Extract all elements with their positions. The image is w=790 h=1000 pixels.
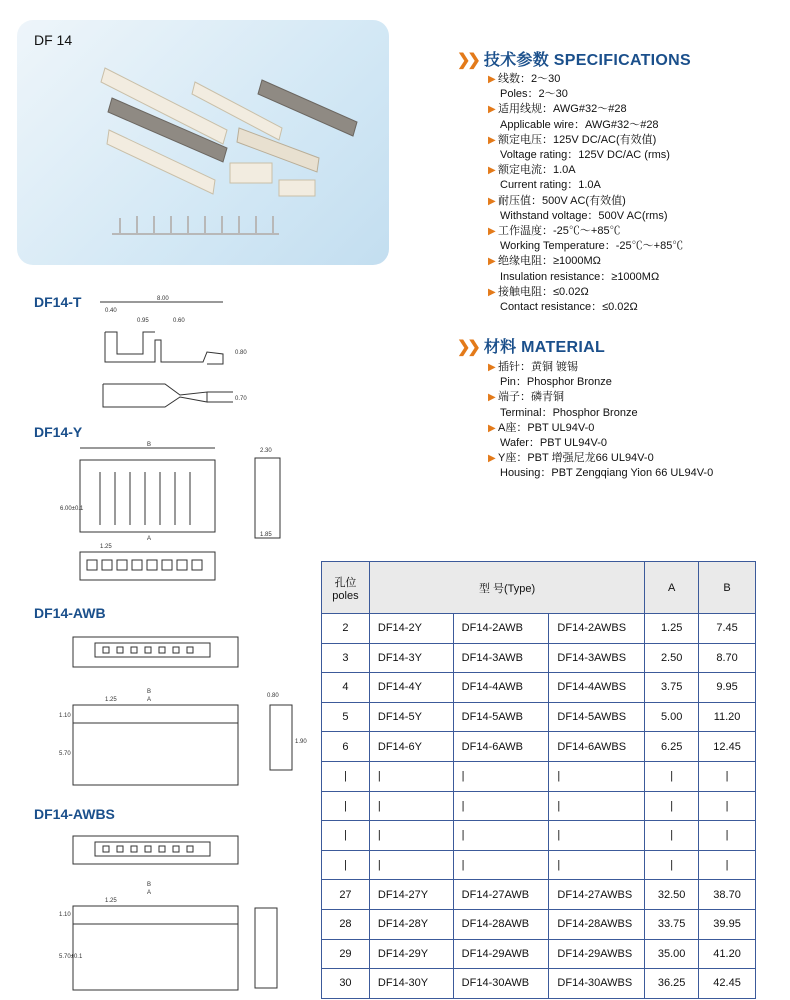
table-row xyxy=(322,732,756,762)
cell-b: | xyxy=(699,761,756,791)
cell-b: 38.70 xyxy=(699,880,756,910)
cell-a: 2.50 xyxy=(645,643,699,673)
cell-awb: | xyxy=(453,821,549,851)
bullet-icon: ▶ xyxy=(488,74,496,85)
dim-text: 1.10 xyxy=(59,713,71,719)
cell-awb: DF14-5AWB xyxy=(453,702,549,732)
df14-awb-label: DF14-AWB xyxy=(34,605,106,621)
spec-item-en: Applicable wire：AWG#32～#28 xyxy=(500,118,659,131)
dim-text: B xyxy=(147,882,152,888)
df14-y-drawing xyxy=(55,440,305,590)
cell-y: DF14-4Y xyxy=(369,673,453,703)
cell-awb: DF14-27AWB xyxy=(453,880,549,910)
material-item: ▶ 插针：黄铜 镀锡 xyxy=(488,360,788,375)
bullet-icon: ▶ xyxy=(488,453,496,465)
table-row xyxy=(322,880,756,910)
cell-awbs: DF14-6AWBS xyxy=(549,732,645,762)
spec-item: ▶ 耐压值：500V AC(有效值) xyxy=(488,194,788,209)
material-item-en: Terminal：Phosphor Bronze xyxy=(500,406,638,419)
df14-y-outline xyxy=(80,448,280,580)
material-item: ▶ Y座：PBT 增强尼龙66 UL94V-0 xyxy=(488,451,788,466)
material-item-en: Housing：PBT Zengqiang Yion 66 UL94V-0 xyxy=(500,467,714,480)
table-row xyxy=(322,673,756,703)
cell-poles: 28 xyxy=(322,909,370,939)
dim-text: A xyxy=(147,536,152,542)
cell-y: DF14-6Y xyxy=(369,732,453,762)
bullet-icon: ▶ xyxy=(488,286,496,298)
connector-housing-small xyxy=(230,163,315,196)
cell-poles: | xyxy=(322,761,370,791)
cell-awb: DF14-30AWB xyxy=(453,969,549,999)
df14-t-outline xyxy=(100,302,233,407)
cell-y: DF14-29Y xyxy=(369,939,453,969)
cell-a: | xyxy=(645,761,699,791)
bullet-icon: ▶ xyxy=(488,104,496,116)
cell-y: DF14-3Y xyxy=(369,643,453,673)
cell-a: 36.25 xyxy=(645,969,699,999)
bullet-icon: ▶ xyxy=(488,362,496,373)
cell-awb: | xyxy=(453,761,549,791)
dim-text: 5.70±0.1 xyxy=(59,954,83,960)
table-body xyxy=(322,614,756,999)
table-row xyxy=(322,643,756,673)
material-list xyxy=(488,360,788,482)
cell-awbs: DF14-30AWBS xyxy=(549,969,645,999)
cell-awb: | xyxy=(453,850,549,880)
cell-y: DF14-27Y xyxy=(369,880,453,910)
cell-awbs: | xyxy=(549,761,645,791)
cell-y: | xyxy=(369,791,453,821)
cell-b: | xyxy=(699,850,756,880)
header-a: A xyxy=(645,562,699,614)
cell-poles: 5 xyxy=(322,702,370,732)
cell-b: 12.45 xyxy=(699,732,756,762)
dim-text: 1.25 xyxy=(105,898,117,904)
dim-text: A xyxy=(147,697,152,703)
table-row xyxy=(322,791,756,821)
bullet-icon: ▶ xyxy=(488,256,496,268)
spec-item-en: Withstand voltage：500V AC(rms) xyxy=(500,209,668,222)
cell-b: 39.95 xyxy=(699,909,756,939)
bullet-icon: ▶ xyxy=(488,392,496,404)
cell-a: 1.25 xyxy=(645,614,699,644)
dim-text: 6.00±0.1 xyxy=(60,506,84,512)
dim-text: 2.30 xyxy=(260,448,272,454)
cell-awb: DF14-4AWB xyxy=(453,673,549,703)
cell-a: | xyxy=(645,850,699,880)
cell-poles: 2 xyxy=(322,614,370,644)
spec-item-en: Voltage rating：125V DC/AC (rms) xyxy=(500,149,670,162)
cell-awb: DF14-3AWB xyxy=(453,643,549,673)
cell-b: 9.95 xyxy=(699,673,756,703)
photo-title: DF 14 xyxy=(34,32,73,48)
cell-y: | xyxy=(369,761,453,791)
cell-b: 8.70 xyxy=(699,643,756,673)
bullet-icon: ▶ xyxy=(488,165,496,177)
table-row xyxy=(322,909,756,939)
df14-awbs-label: DF14-AWBS xyxy=(34,806,115,822)
cell-b: | xyxy=(699,821,756,851)
material-item: ▶ A座：PBT UL94V-0 xyxy=(488,421,788,436)
cell-a: 5.00 xyxy=(645,702,699,732)
cell-poles: | xyxy=(322,791,370,821)
cell-poles: 3 xyxy=(322,643,370,673)
spec-item: ▶ 额定电流：1.0A xyxy=(488,163,788,178)
dim-text: 1.10 xyxy=(59,912,71,918)
dim-text: 1.85 xyxy=(260,532,272,538)
cell-a: 32.50 xyxy=(645,880,699,910)
cell-b: 7.45 xyxy=(699,614,756,644)
model-table xyxy=(321,561,756,999)
table-row xyxy=(322,761,756,791)
dim-text: 5.70 xyxy=(59,751,71,757)
spec-item-en: Poles：2～30 xyxy=(500,88,568,101)
spec-item-en: Working Temperature：-25℃～+85℃ xyxy=(500,240,684,253)
df14-awbs-outline xyxy=(73,836,277,990)
spec-item: ▶ 绝缘电阻：≥1000MΩ xyxy=(488,254,788,269)
cell-y: DF14-5Y xyxy=(369,702,453,732)
df14-awb-drawing xyxy=(55,625,305,790)
df14-awb-outline xyxy=(73,637,292,785)
cell-b: 42.45 xyxy=(699,969,756,999)
bullet-icon: ▶ xyxy=(488,422,496,434)
header-type: 型 号(Type) xyxy=(369,562,644,614)
product-photo-panel xyxy=(17,20,389,265)
cell-a: 33.75 xyxy=(645,909,699,939)
cell-awbs: DF14-2AWBS xyxy=(549,614,645,644)
cell-poles: 4 xyxy=(322,673,370,703)
dim-text: 1.90 xyxy=(295,739,307,745)
dim-text: 0.80 xyxy=(267,693,279,699)
cell-awbs: DF14-28AWBS xyxy=(549,909,645,939)
double-chevron-icon: ❯❯ xyxy=(457,339,478,356)
cell-y: DF14-30Y xyxy=(369,969,453,999)
spec-item-en: Contact resistance：≤0.02Ω xyxy=(500,301,638,314)
cell-a: | xyxy=(645,791,699,821)
bullet-icon: ▶ xyxy=(488,226,496,238)
df14-y-label: DF14-Y xyxy=(34,424,83,440)
cell-poles: 30 xyxy=(322,969,370,999)
cell-y: | xyxy=(369,850,453,880)
dim-text: 1.25 xyxy=(100,544,112,550)
material-item-en: Pin：Phosphor Bronze xyxy=(500,376,612,389)
material-item-en: Wafer：PBT UL94V-0 xyxy=(500,437,607,450)
table-row xyxy=(322,702,756,732)
cell-y: DF14-28Y xyxy=(369,909,453,939)
dim-text: B xyxy=(147,442,152,448)
cell-awbs: DF14-3AWBS xyxy=(549,643,645,673)
cell-awbs: DF14-5AWBS xyxy=(549,702,645,732)
table-header-row xyxy=(322,562,756,614)
dim-text: 0.60 xyxy=(173,318,185,324)
table-row xyxy=(322,939,756,969)
cell-awbs: | xyxy=(549,850,645,880)
dim-text: 0.40 xyxy=(105,308,117,314)
table-row xyxy=(322,614,756,644)
cell-awb: DF14-2AWB xyxy=(453,614,549,644)
cell-poles: 29 xyxy=(322,939,370,969)
spec-item: ▶ 适用线规：AWG#32～#28 xyxy=(488,102,788,117)
connector-photo-illustration xyxy=(17,20,389,265)
cell-a: | xyxy=(645,821,699,851)
cell-awbs: | xyxy=(549,821,645,851)
cell-awb: DF14-28AWB xyxy=(453,909,549,939)
cell-y: DF14-2Y xyxy=(369,614,453,644)
cell-a: 6.25 xyxy=(645,732,699,762)
table-row xyxy=(322,850,756,880)
terminal-strip xyxy=(112,216,279,234)
cell-b: | xyxy=(699,791,756,821)
header-poles: 孔位 poles xyxy=(322,562,370,614)
double-chevron-icon: ❯❯ xyxy=(457,52,478,69)
df14-awbs-drawing xyxy=(55,828,305,996)
specifications-list xyxy=(488,72,788,315)
dim-text: 0.80 xyxy=(235,350,247,356)
header-b: B xyxy=(699,562,756,614)
cell-awbs: DF14-4AWBS xyxy=(549,673,645,703)
df14-t-label: DF14-T xyxy=(34,294,82,310)
cell-poles: 27 xyxy=(322,880,370,910)
cell-a: 3.75 xyxy=(645,673,699,703)
cell-b: 11.20 xyxy=(699,702,756,732)
spec-item: ▶ 线数：2～30 xyxy=(488,72,788,87)
material-item: ▶ 端子：磷青铜 xyxy=(488,390,788,405)
dim-text: A xyxy=(147,890,152,896)
cell-awb: DF14-6AWB xyxy=(453,732,549,762)
dim-text: 0.95 xyxy=(137,318,149,324)
spec-item-en: Insulation resistance：≥1000MΩ xyxy=(500,270,660,283)
cell-awbs: DF14-27AWBS xyxy=(549,880,645,910)
cell-poles: 6 xyxy=(322,732,370,762)
cell-b: 41.20 xyxy=(699,939,756,969)
dim-text: B xyxy=(147,689,152,695)
bullet-icon: ▶ xyxy=(488,195,496,207)
cell-a: 35.00 xyxy=(645,939,699,969)
specifications-heading: ❯❯ 技术参数 SPECIFICATIONS xyxy=(457,52,692,69)
spec-item-en: Current rating：1.0A xyxy=(500,179,601,192)
dim-text: 8.00 xyxy=(157,296,169,302)
cell-awbs: DF14-29AWBS xyxy=(549,939,645,969)
bullet-icon: ▶ xyxy=(488,134,496,146)
table-row xyxy=(322,969,756,999)
cell-awbs: | xyxy=(549,791,645,821)
spec-item: ▶ 额定电压：125V DC/AC(有效值) xyxy=(488,133,788,148)
dim-text: 1.25 xyxy=(105,697,117,703)
spec-item: ▶ 工作温度：-25℃～+85℃ xyxy=(488,224,788,239)
df14-t-drawing xyxy=(95,292,255,422)
cell-awb: DF14-29AWB xyxy=(453,939,549,969)
table-row xyxy=(322,821,756,851)
cell-poles: | xyxy=(322,850,370,880)
spec-item: ▶ 接触电阻：≤0.02Ω xyxy=(488,285,788,300)
material-heading: ❯❯ 材料 MATERIAL xyxy=(457,339,606,356)
cell-y: | xyxy=(369,821,453,851)
dim-text: 0.70 xyxy=(235,396,247,402)
cell-poles: | xyxy=(322,821,370,851)
cell-awb: | xyxy=(453,791,549,821)
